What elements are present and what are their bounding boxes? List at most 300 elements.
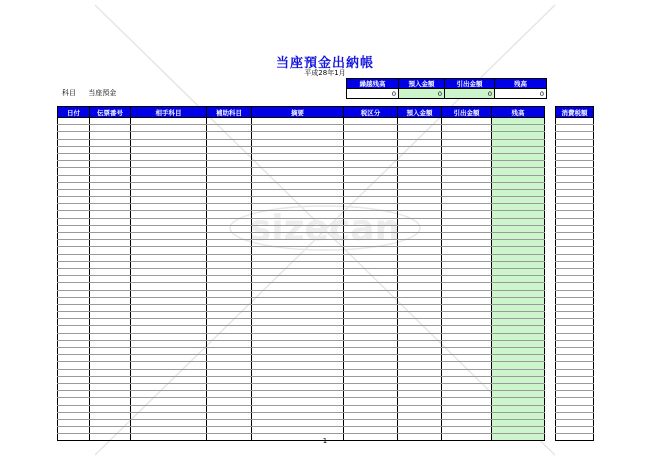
table-cell[interactable] <box>442 204 492 211</box>
table-cell[interactable] <box>556 369 594 376</box>
table-cell[interactable] <box>442 139 492 146</box>
table-cell[interactable] <box>556 412 594 419</box>
table-cell[interactable] <box>90 297 131 304</box>
table-cell[interactable] <box>131 197 207 204</box>
table-cell[interactable] <box>131 240 207 247</box>
table-cell[interactable] <box>58 391 90 398</box>
table-cell[interactable] <box>131 132 207 139</box>
table-cell[interactable] <box>492 419 545 426</box>
table-cell[interactable] <box>398 333 442 340</box>
table-cell[interactable] <box>442 333 492 340</box>
table-cell[interactable] <box>442 362 492 369</box>
table-cell[interactable] <box>252 348 344 355</box>
table-cell[interactable] <box>344 197 398 204</box>
table-cell[interactable] <box>252 240 344 247</box>
table-cell[interactable] <box>58 125 90 132</box>
table-cell[interactable] <box>252 276 344 283</box>
table-cell[interactable] <box>442 340 492 347</box>
table-cell[interactable] <box>207 168 252 175</box>
table-cell[interactable] <box>207 398 252 405</box>
table-cell[interactable] <box>252 355 344 362</box>
table-cell[interactable] <box>442 398 492 405</box>
table-cell[interactable] <box>398 204 442 211</box>
table-cell[interactable] <box>492 175 545 182</box>
table-cell[interactable] <box>556 146 594 153</box>
table-cell[interactable] <box>207 247 252 254</box>
table-cell[interactable] <box>556 290 594 297</box>
table-cell[interactable] <box>207 233 252 240</box>
table-cell[interactable] <box>492 319 545 326</box>
table-cell[interactable] <box>398 125 442 132</box>
table-cell[interactable] <box>207 333 252 340</box>
table-cell[interactable] <box>442 233 492 240</box>
table-cell[interactable] <box>58 427 90 434</box>
table-cell[interactable] <box>207 197 252 204</box>
table-cell[interactable] <box>398 376 442 383</box>
table-cell[interactable] <box>58 175 90 182</box>
table-cell[interactable] <box>207 427 252 434</box>
table-cell[interactable] <box>442 283 492 290</box>
table-cell[interactable] <box>131 391 207 398</box>
table-cell[interactable] <box>252 326 344 333</box>
table-cell[interactable] <box>131 290 207 297</box>
table-cell[interactable] <box>442 247 492 254</box>
table-cell[interactable] <box>58 369 90 376</box>
table-cell[interactable] <box>131 405 207 412</box>
table-cell[interactable] <box>58 348 90 355</box>
table-cell[interactable] <box>556 319 594 326</box>
table-cell[interactable] <box>58 146 90 153</box>
table-cell[interactable] <box>252 412 344 419</box>
table-cell[interactable] <box>131 204 207 211</box>
table-cell[interactable] <box>492 362 545 369</box>
table-cell[interactable] <box>207 369 252 376</box>
table-cell[interactable] <box>58 240 90 247</box>
table-cell[interactable] <box>344 376 398 383</box>
table-cell[interactable] <box>58 132 90 139</box>
table-cell[interactable] <box>556 204 594 211</box>
table-cell[interactable] <box>344 419 398 426</box>
table-cell[interactable] <box>252 211 344 218</box>
table-cell[interactable] <box>398 240 442 247</box>
table-cell[interactable] <box>442 276 492 283</box>
table-cell[interactable] <box>398 276 442 283</box>
table-cell[interactable] <box>492 240 545 247</box>
table-cell[interactable] <box>58 362 90 369</box>
table-cell[interactable] <box>90 153 131 160</box>
table-cell[interactable] <box>398 168 442 175</box>
table-cell[interactable] <box>252 391 344 398</box>
table-cell[interactable] <box>556 211 594 218</box>
table-cell[interactable] <box>442 225 492 232</box>
table-cell[interactable] <box>442 383 492 390</box>
table-cell[interactable] <box>131 189 207 196</box>
table-cell[interactable] <box>252 197 344 204</box>
table-cell[interactable] <box>344 276 398 283</box>
table-cell[interactable] <box>492 204 545 211</box>
table-cell[interactable] <box>442 391 492 398</box>
table-cell[interactable] <box>58 276 90 283</box>
table-cell[interactable] <box>90 319 131 326</box>
table-cell[interactable] <box>252 333 344 340</box>
table-cell[interactable] <box>344 340 398 347</box>
table-cell[interactable] <box>492 412 545 419</box>
table-cell[interactable] <box>131 398 207 405</box>
table-cell[interactable] <box>131 383 207 390</box>
table-cell[interactable] <box>90 412 131 419</box>
table-cell[interactable] <box>344 247 398 254</box>
table-cell[interactable] <box>398 161 442 168</box>
table-cell[interactable] <box>131 182 207 189</box>
table-cell[interactable] <box>90 427 131 434</box>
table-cell[interactable] <box>492 340 545 347</box>
table-cell[interactable] <box>90 376 131 383</box>
table-cell[interactable] <box>207 419 252 426</box>
table-cell[interactable] <box>556 326 594 333</box>
table-cell[interactable] <box>492 333 545 340</box>
table-cell[interactable] <box>90 211 131 218</box>
table-cell[interactable] <box>90 362 131 369</box>
table-cell[interactable] <box>207 376 252 383</box>
table-cell[interactable] <box>207 240 252 247</box>
table-cell[interactable] <box>58 326 90 333</box>
table-cell[interactable] <box>58 412 90 419</box>
table-cell[interactable] <box>344 261 398 268</box>
table-cell[interactable] <box>207 355 252 362</box>
table-cell[interactable] <box>556 261 594 268</box>
table-cell[interactable] <box>442 168 492 175</box>
table-cell[interactable] <box>556 132 594 139</box>
table-cell[interactable] <box>492 254 545 261</box>
table-cell[interactable] <box>90 118 131 125</box>
table-cell[interactable] <box>207 189 252 196</box>
table-cell[interactable] <box>90 218 131 225</box>
table-cell[interactable] <box>492 376 545 383</box>
table-cell[interactable] <box>131 427 207 434</box>
table-cell[interactable] <box>442 197 492 204</box>
table-cell[interactable] <box>207 146 252 153</box>
table-cell[interactable] <box>131 247 207 254</box>
table-cell[interactable] <box>344 427 398 434</box>
summary-value-balance[interactable]: 0 <box>495 89 547 99</box>
table-cell[interactable] <box>442 268 492 275</box>
table-cell[interactable] <box>398 326 442 333</box>
table-cell[interactable] <box>252 175 344 182</box>
table-cell[interactable] <box>442 419 492 426</box>
table-cell[interactable] <box>131 376 207 383</box>
table-cell[interactable] <box>442 218 492 225</box>
table-cell[interactable] <box>252 125 344 132</box>
table-cell[interactable] <box>556 419 594 426</box>
table-cell[interactable] <box>344 362 398 369</box>
table-cell[interactable] <box>556 268 594 275</box>
table-cell[interactable] <box>492 326 545 333</box>
table-cell[interactable] <box>252 319 344 326</box>
table-cell[interactable] <box>131 146 207 153</box>
summary-value-carryover[interactable]: 0 <box>347 89 399 99</box>
table-cell[interactable] <box>492 233 545 240</box>
table-cell[interactable] <box>556 398 594 405</box>
table-cell[interactable] <box>442 297 492 304</box>
table-cell[interactable] <box>398 268 442 275</box>
table-cell[interactable] <box>556 383 594 390</box>
table-cell[interactable] <box>90 182 131 189</box>
table-cell[interactable] <box>252 132 344 139</box>
table-cell[interactable] <box>58 340 90 347</box>
table-cell[interactable] <box>252 398 344 405</box>
table-cell[interactable] <box>207 362 252 369</box>
table-cell[interactable] <box>344 297 398 304</box>
table-cell[interactable] <box>442 146 492 153</box>
table-cell[interactable] <box>90 355 131 362</box>
table-cell[interactable] <box>398 304 442 311</box>
table-cell[interactable] <box>90 391 131 398</box>
table-cell[interactable] <box>344 168 398 175</box>
table-cell[interactable] <box>58 254 90 261</box>
table-cell[interactable] <box>556 175 594 182</box>
table-cell[interactable] <box>252 369 344 376</box>
table-cell[interactable] <box>492 132 545 139</box>
table-cell[interactable] <box>344 254 398 261</box>
table-cell[interactable] <box>556 225 594 232</box>
table-cell[interactable] <box>207 405 252 412</box>
table-cell[interactable] <box>252 153 344 160</box>
table-cell[interactable] <box>398 340 442 347</box>
table-cell[interactable] <box>90 161 131 168</box>
table-cell[interactable] <box>90 276 131 283</box>
table-cell[interactable] <box>252 376 344 383</box>
table-cell[interactable] <box>131 168 207 175</box>
table-cell[interactable] <box>207 175 252 182</box>
summary-value-deposit[interactable]: 0 <box>399 89 445 99</box>
table-cell[interactable] <box>492 182 545 189</box>
table-cell[interactable] <box>252 161 344 168</box>
table-cell[interactable] <box>90 340 131 347</box>
table-cell[interactable] <box>556 161 594 168</box>
table-cell[interactable] <box>131 419 207 426</box>
table-cell[interactable] <box>442 189 492 196</box>
table-cell[interactable] <box>131 355 207 362</box>
table-cell[interactable] <box>58 355 90 362</box>
table-cell[interactable] <box>58 333 90 340</box>
table-cell[interactable] <box>344 290 398 297</box>
table-cell[interactable] <box>344 182 398 189</box>
table-cell[interactable] <box>556 297 594 304</box>
table-cell[interactable] <box>207 218 252 225</box>
table-cell[interactable] <box>90 348 131 355</box>
table-cell[interactable] <box>492 427 545 434</box>
table-cell[interactable] <box>344 355 398 362</box>
table-cell[interactable] <box>492 225 545 232</box>
table-cell[interactable] <box>442 261 492 268</box>
table-cell[interactable] <box>207 319 252 326</box>
table-cell[interactable] <box>207 312 252 319</box>
table-cell[interactable] <box>442 175 492 182</box>
table-cell[interactable] <box>252 261 344 268</box>
table-cell[interactable] <box>442 153 492 160</box>
table-cell[interactable] <box>556 276 594 283</box>
table-cell[interactable] <box>398 283 442 290</box>
table-cell[interactable] <box>442 290 492 297</box>
table-cell[interactable] <box>58 405 90 412</box>
table-cell[interactable] <box>442 118 492 125</box>
table-cell[interactable] <box>398 254 442 261</box>
table-cell[interactable] <box>344 333 398 340</box>
table-cell[interactable] <box>252 218 344 225</box>
table-cell[interactable] <box>492 283 545 290</box>
table-cell[interactable] <box>90 139 131 146</box>
table-cell[interactable] <box>58 383 90 390</box>
table-cell[interactable] <box>492 405 545 412</box>
table-cell[interactable] <box>556 153 594 160</box>
table-cell[interactable] <box>58 182 90 189</box>
table-cell[interactable] <box>344 319 398 326</box>
table-cell[interactable] <box>90 254 131 261</box>
table-cell[interactable] <box>131 139 207 146</box>
table-cell[interactable] <box>442 319 492 326</box>
table-cell[interactable] <box>131 326 207 333</box>
table-cell[interactable] <box>58 312 90 319</box>
table-cell[interactable] <box>398 383 442 390</box>
table-cell[interactable] <box>252 383 344 390</box>
table-cell[interactable] <box>442 254 492 261</box>
table-cell[interactable] <box>398 189 442 196</box>
table-cell[interactable] <box>344 240 398 247</box>
table-cell[interactable] <box>252 304 344 311</box>
table-cell[interactable] <box>58 283 90 290</box>
table-cell[interactable] <box>58 247 90 254</box>
table-cell[interactable] <box>442 240 492 247</box>
table-cell[interactable] <box>344 125 398 132</box>
table-cell[interactable] <box>556 247 594 254</box>
table-cell[interactable] <box>207 182 252 189</box>
table-cell[interactable] <box>492 139 545 146</box>
table-cell[interactable] <box>398 290 442 297</box>
table-cell[interactable] <box>207 412 252 419</box>
table-cell[interactable] <box>207 132 252 139</box>
table-cell[interactable] <box>252 290 344 297</box>
table-cell[interactable] <box>131 312 207 319</box>
table-cell[interactable] <box>442 412 492 419</box>
table-cell[interactable] <box>90 233 131 240</box>
table-cell[interactable] <box>398 412 442 419</box>
table-cell[interactable] <box>58 218 90 225</box>
table-cell[interactable] <box>442 427 492 434</box>
table-cell[interactable] <box>492 125 545 132</box>
table-cell[interactable] <box>252 283 344 290</box>
table-cell[interactable] <box>344 139 398 146</box>
table-cell[interactable] <box>344 225 398 232</box>
table-cell[interactable] <box>90 168 131 175</box>
table-cell[interactable] <box>252 146 344 153</box>
table-cell[interactable] <box>58 197 90 204</box>
table-cell[interactable] <box>492 261 545 268</box>
table-cell[interactable] <box>252 204 344 211</box>
table-cell[interactable] <box>492 211 545 218</box>
table-cell[interactable] <box>492 168 545 175</box>
table-cell[interactable] <box>207 225 252 232</box>
table-cell[interactable] <box>492 153 545 160</box>
table-cell[interactable] <box>344 161 398 168</box>
table-cell[interactable] <box>398 118 442 125</box>
table-cell[interactable] <box>344 211 398 218</box>
table-cell[interactable] <box>252 405 344 412</box>
table-cell[interactable] <box>58 225 90 232</box>
table-cell[interactable] <box>442 125 492 132</box>
table-cell[interactable] <box>58 189 90 196</box>
table-cell[interactable] <box>442 405 492 412</box>
table-cell[interactable] <box>207 391 252 398</box>
table-cell[interactable] <box>556 427 594 434</box>
table-cell[interactable] <box>58 268 90 275</box>
table-cell[interactable] <box>90 419 131 426</box>
summary-value-withdrawal[interactable]: 0 <box>445 89 495 99</box>
table-cell[interactable] <box>131 118 207 125</box>
table-cell[interactable] <box>207 211 252 218</box>
table-cell[interactable] <box>90 304 131 311</box>
table-cell[interactable] <box>442 369 492 376</box>
table-cell[interactable] <box>556 139 594 146</box>
table-cell[interactable] <box>131 268 207 275</box>
table-cell[interactable] <box>58 376 90 383</box>
table-cell[interactable] <box>556 197 594 204</box>
table-cell[interactable] <box>344 304 398 311</box>
table-cell[interactable] <box>556 182 594 189</box>
table-cell[interactable] <box>131 340 207 347</box>
table-cell[interactable] <box>398 211 442 218</box>
table-cell[interactable] <box>252 225 344 232</box>
table-cell[interactable] <box>207 326 252 333</box>
table-cell[interactable] <box>398 139 442 146</box>
table-cell[interactable] <box>556 391 594 398</box>
table-cell[interactable] <box>131 225 207 232</box>
table-cell[interactable] <box>58 290 90 297</box>
table-cell[interactable] <box>398 405 442 412</box>
table-cell[interactable] <box>207 290 252 297</box>
table-cell[interactable] <box>252 362 344 369</box>
table-cell[interactable] <box>492 276 545 283</box>
table-cell[interactable] <box>442 161 492 168</box>
table-cell[interactable] <box>344 204 398 211</box>
table-cell[interactable] <box>492 297 545 304</box>
table-cell[interactable] <box>90 290 131 297</box>
table-cell[interactable] <box>252 268 344 275</box>
table-cell[interactable] <box>398 398 442 405</box>
table-cell[interactable] <box>252 419 344 426</box>
table-cell[interactable] <box>556 405 594 412</box>
table-cell[interactable] <box>207 348 252 355</box>
table-cell[interactable] <box>131 362 207 369</box>
table-cell[interactable] <box>131 297 207 304</box>
table-cell[interactable] <box>492 218 545 225</box>
table-cell[interactable] <box>131 319 207 326</box>
table-cell[interactable] <box>207 125 252 132</box>
table-cell[interactable] <box>131 125 207 132</box>
table-cell[interactable] <box>398 218 442 225</box>
table-cell[interactable] <box>492 348 545 355</box>
table-cell[interactable] <box>58 261 90 268</box>
table-cell[interactable] <box>58 161 90 168</box>
table-cell[interactable] <box>398 355 442 362</box>
table-cell[interactable] <box>131 175 207 182</box>
table-cell[interactable] <box>556 168 594 175</box>
table-cell[interactable] <box>344 369 398 376</box>
table-cell[interactable] <box>492 189 545 196</box>
table-cell[interactable] <box>90 146 131 153</box>
table-cell[interactable] <box>90 125 131 132</box>
table-cell[interactable] <box>344 405 398 412</box>
table-cell[interactable] <box>492 247 545 254</box>
